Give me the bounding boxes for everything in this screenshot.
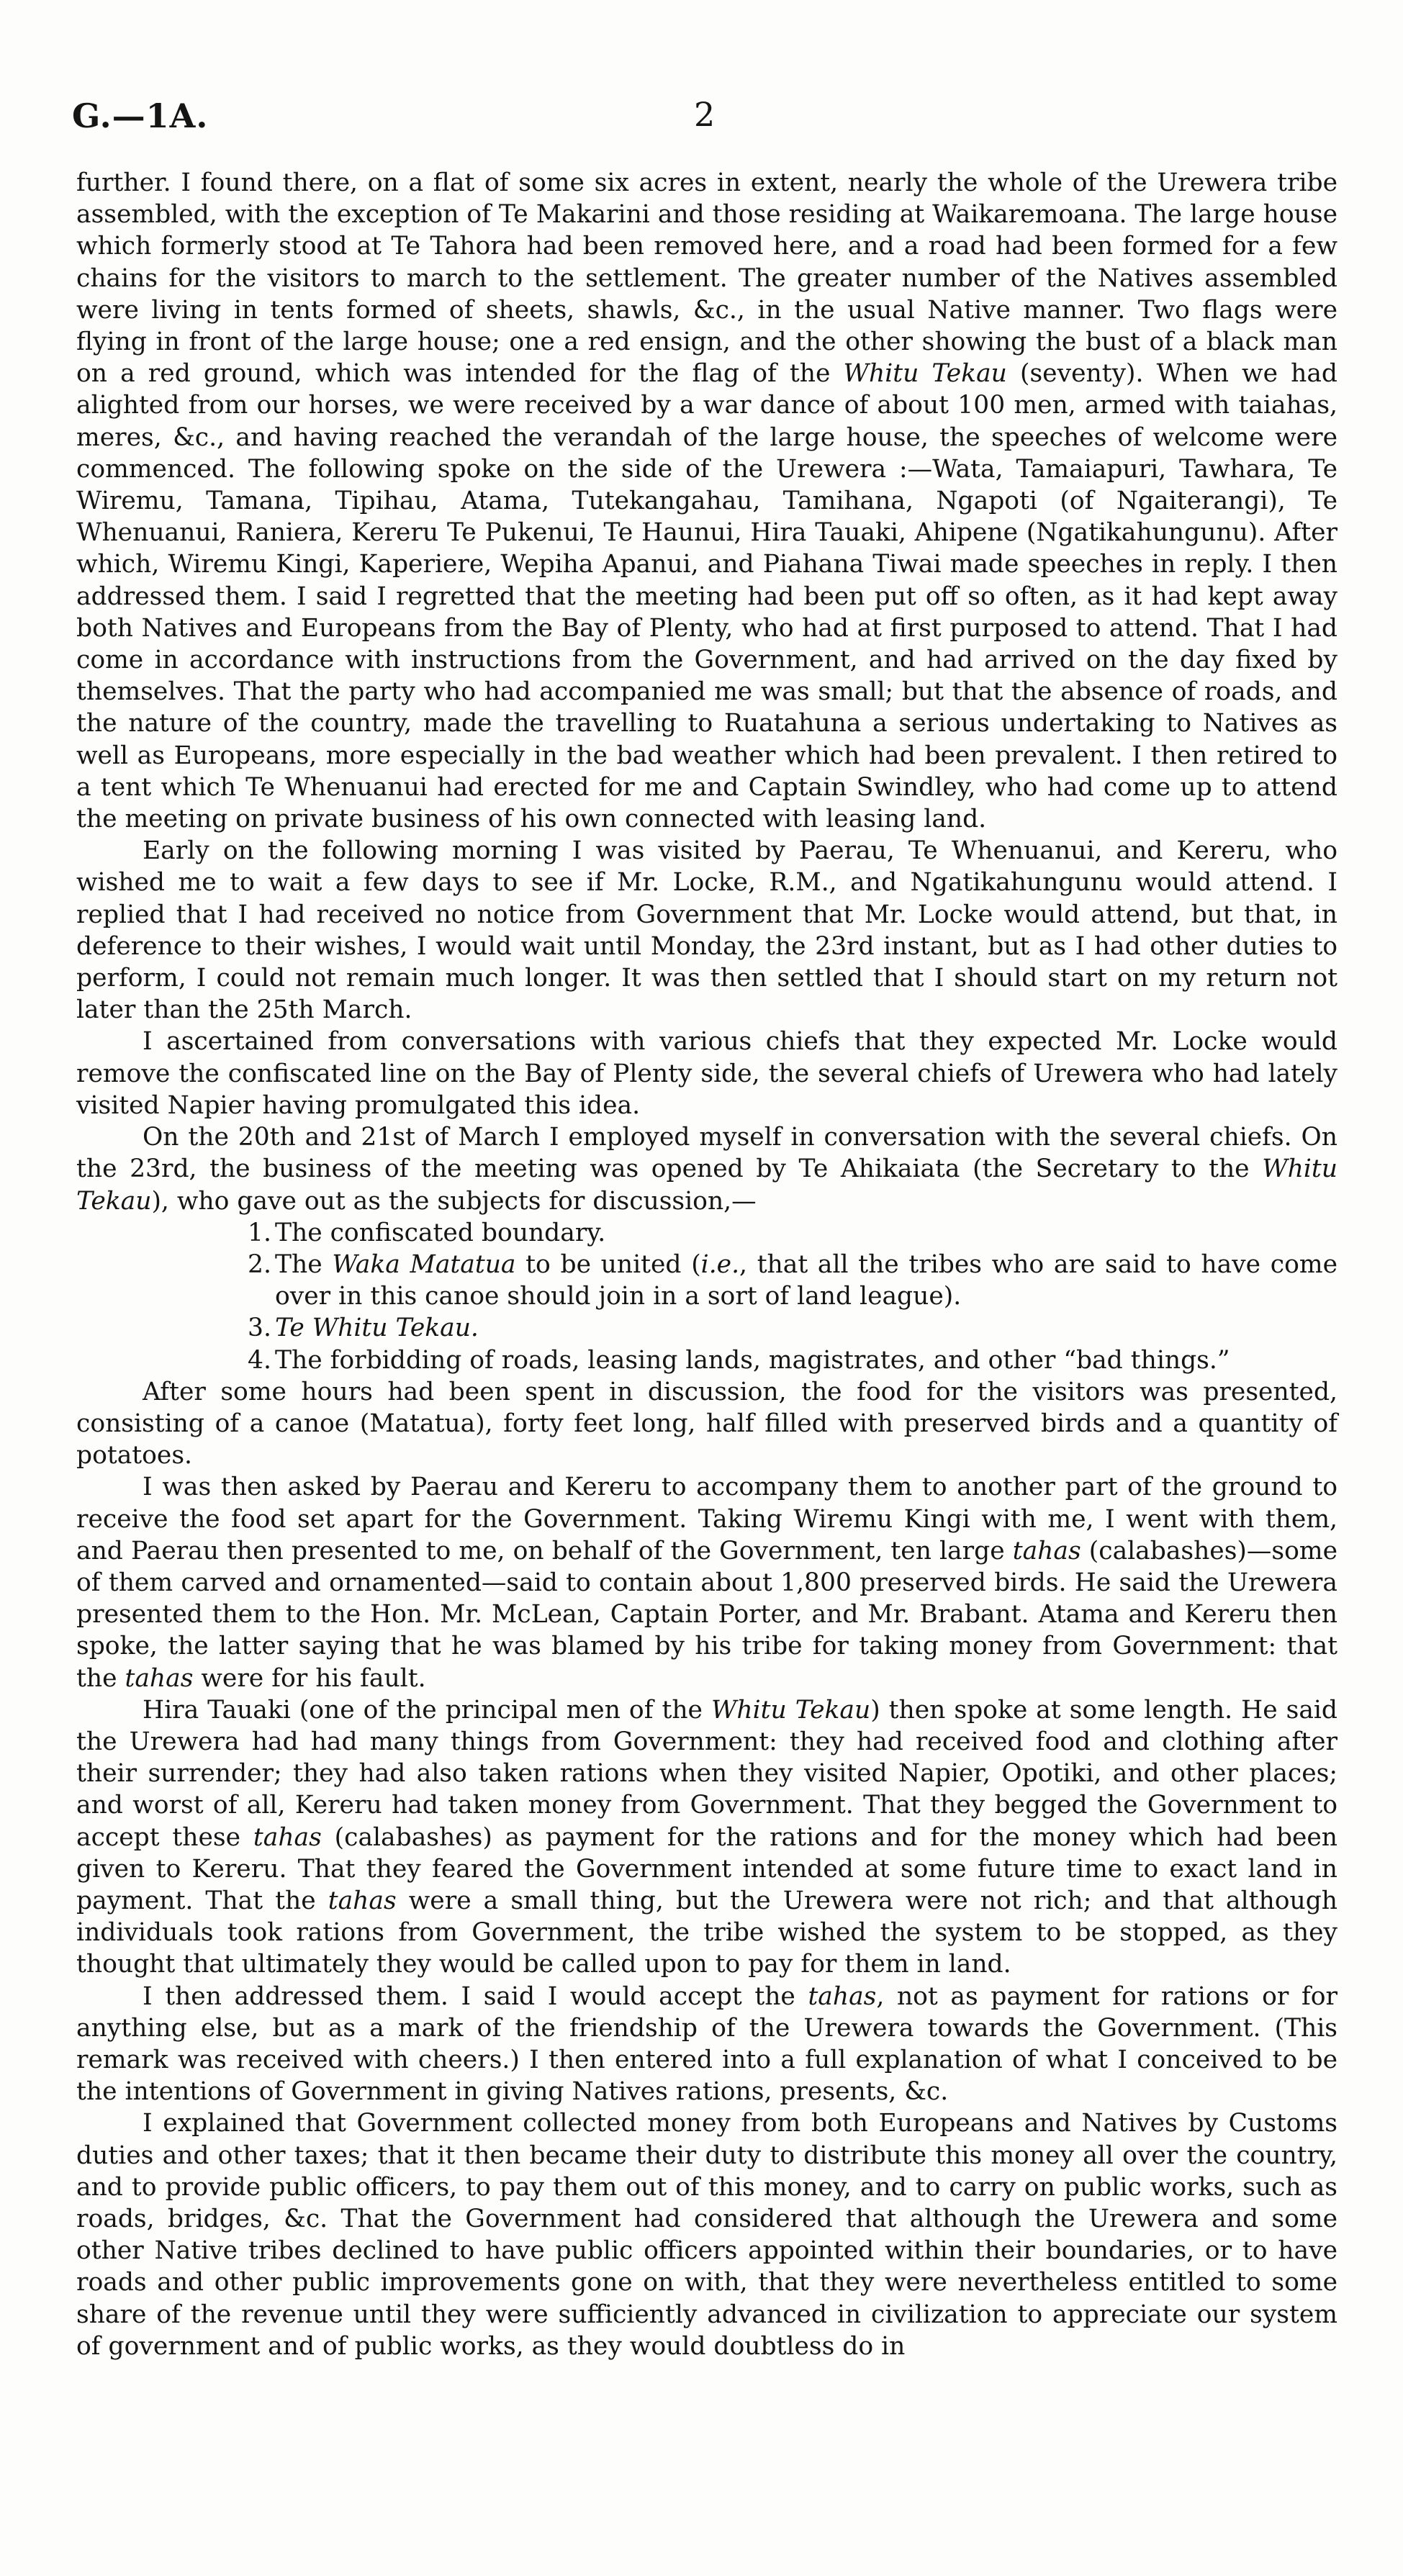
text-run: were for his fault. <box>193 1663 426 1693</box>
list-number: 1. <box>248 1218 271 1247</box>
text-run: Hira Tauaki (one of the principal men of the <box>143 1695 711 1725</box>
paragraph-2: Early on the following morning I was visited by Paerau, Te Whenuanui, and Kereru, who wished me to wait a few days to see if Mr. Locke, R.M., and Ngatikahungunu would attend. I replied that I had received no notice from Government that Mr. Locke would attend, but that, in deference to their wishes, I would wait until Monday, the 23rd instant, but as I had other duties to perform, I could not remain much longer. It was then settled that I should start on my return not later than the 25th March. <box>76 836 1337 1025</box>
italic-text: tahas <box>125 1663 194 1693</box>
italic-text: Waka Matatua <box>332 1249 516 1279</box>
list-number: 3. <box>248 1314 271 1343</box>
text-run: further. I found there, on a flat of some six acres in extent, nearly the whole of the Urewera tribe assembled, with the exception of Te Makarini and those residing at Waikaremoana. The large house which formerly stood at Te Tahora had been removed here, and a road had been formed for a few chains for the visitors to march to the settlement. The greater number of the Natives assembled were living in tents formed of sheets, shawls, &c., in the usual Native manner. Two flags were flying in front of the large house; one a red ensign, and the other showing the bust of a black man on a red ground, which was intended for the flag of the <box>76 168 1337 389</box>
paragraph-1 <box>76 167 1337 835</box>
list-number: 2. <box>248 1249 271 1279</box>
italic-text: Whitu Tekau <box>710 1695 871 1725</box>
italic-text: tahas <box>328 1886 397 1915</box>
paragraph-5: After some hours had been spent in discussion, the food for the visitors was presented, consisting of a canoe (Matatua), forty feet long, half filled with preserved birds and a quantity of potatoes. <box>76 1377 1337 1470</box>
text-run: The <box>275 1249 333 1279</box>
list-text: The confiscated boundary. <box>275 1218 606 1247</box>
text-run: to be united ( <box>515 1249 701 1279</box>
italic-text: Whitu Tekau <box>76 1154 1337 1216</box>
text-run: (calabashes)—some of them carved and ornamented—said to contain about 1,800 preserved birds. He said the Urewera presented them to the Hon. Mr. McLean, Captain Porter, and Mr. Brabant. Atama and Kereru then spoke, the latter saying that he was blamed by his tribe for taking money from Government: that the <box>76 1536 1338 1693</box>
italic-text: Te Whitu Tekau. <box>275 1314 479 1343</box>
italic-text: tahas <box>253 1822 322 1852</box>
list-item <box>248 1249 1337 1312</box>
paragraph-9: I explained that Government collected money from both Europeans and Natives by Customs duties and other taxes; that it then became their duty to distribute this money all over the country, and to provide public officers, to pay them out of this money, and to carry on public works, such as roads, bridges, &c. That the Government had considered that although the Urewera and some other Native tribes declined to have public officers appointed within their boundaries, or to have roads and other public improvements gone on with, that they were nevertheless entitled to some share of the revenue until they were sufficiently advanced in civilization to appreciate our system of government and of public works, as they would doubtless do in <box>76 2109 1337 2361</box>
list-item <box>248 1312 1337 1344</box>
text-run: (calabashes) as payment for the rations and for the money which had been given to Kereru. That they feared the Government intended at some future time to exact land in payment. That the <box>76 1822 1337 1915</box>
paragraph-6 <box>76 1471 1337 1694</box>
list-text: The forbidding of roads, leasing lands, magistrates, and other “bad things.” <box>275 1345 1230 1375</box>
list-item <box>248 1345 1337 1376</box>
text-run: ), who gave out as the subjects for discussion,— <box>151 1186 757 1216</box>
page-number: 2 <box>694 95 716 134</box>
paragraph-4 <box>76 1121 1337 1217</box>
list-number: 4. <box>248 1345 271 1375</box>
italic-text: Whitu Tekau <box>843 359 1007 389</box>
paragraph-7 <box>76 1694 1337 1981</box>
italic-text: tahas <box>1012 1536 1081 1565</box>
body-text <box>76 167 1337 2362</box>
text-run: (seventy). When we had alighted from our horses, we were received by a war dance of about 100 men, armed with taiahas, meres, &c., and having reached the verandah of the large house, the speeches of welcome were commenced. The following spoke on the side of the Urewera :—Wata, Tamaiapuri, Tawhara, Te Wiremu, Tamana, Tipihau, Atama, Tutekangahau, Tamihana, Ngapoti (of Ngaiterangi), Te Whenuanui, Raniera, Kereru Te Pukenui, Te Haunui, Hira Tauaki, Ahipene (Ngatikahungunu). After which, Wiremu Kingi, Kaperiere, Wepiha Apanui, and Piahana Tiwai made speeches in reply. I then addressed them. I said I regretted that the meeting had been put off so often, as it had kept away both Natives and Europeans from the Bay of Plenty, who had at first purposed to attend. That I had come in accordance with instructions from the Government, and had arrived on the day fixed by themselves. That the party who had accompanied me was small; but that the absence of roads, and the nature of the country, made the travelling to Ruatahuna a serious undertaking to Natives as well as Europeans, more especially in the bad weather which had been prevalent. I then retired to a tent which Te Whenuanui had erected for me and Captain Swindley, who had come up to attend the meeting on private business of his own connected with leasing land. <box>76 359 1337 834</box>
italic-text: i.e. <box>700 1249 740 1279</box>
paragraph-3: I ascertained from conversations with various chiefs that they expected Mr. Locke would remove the confiscated line on the Bay of Plenty side, the several chiefs of Urewera who had lately visited Napier having promulgated this idea. <box>76 1027 1337 1120</box>
text-run: I was then asked by Paerau and Kereru to accompany them to another part of the ground to receive the food set apart for the Government. Taking Wiremu Kingi with me, I went with them, and Paerau then presented to me, on behalf of the Government, ten large <box>76 1473 1337 1565</box>
text-run: I then addressed them. I said I would accept the <box>143 1981 808 2011</box>
list-item <box>248 1217 1337 1249</box>
document-reference: G.—1A. <box>72 96 209 135</box>
italic-text: tahas <box>808 1981 877 2011</box>
text-run: , that all the tribes who are said to have come over in this canoe should join in a sort of land league). <box>275 1249 1337 1311</box>
paragraph-8 <box>76 1981 1337 2108</box>
text-run: On the 20th and 21st of March I employed myself in conversation with the several chiefs. On the 23rd, the business of the meeting was opened by Te Ahikaiata (the Secretary to the <box>76 1123 1337 1184</box>
discussion-subjects-list <box>76 1217 1337 1376</box>
text-run: were a small thing, but the Urewera were not rich; and that although individuals took rations from Government, the tribe wished the system to be stopped, as they thought that ultimately they would be called upon to pay for them in land. <box>76 1886 1337 1979</box>
text-run: , not as payment for rations or for anything else, but as a mark of the friendship of the Urewera towards the Government. (This remark was received with cheers.) I then entered into a full explanation of what I conceived to be the intentions of Government in giving Natives rations, presents, &c. <box>76 1981 1337 2107</box>
text-run: ) then spoke at some length. He said the Urewera had had many things from Government: they had received food and clothing after their surrender; they had also taken rations when they visited Napier, Opotiki, and other places; and worst of all, Kereru had taken money from Government. That they begged the Government to accept these <box>76 1695 1337 1852</box>
